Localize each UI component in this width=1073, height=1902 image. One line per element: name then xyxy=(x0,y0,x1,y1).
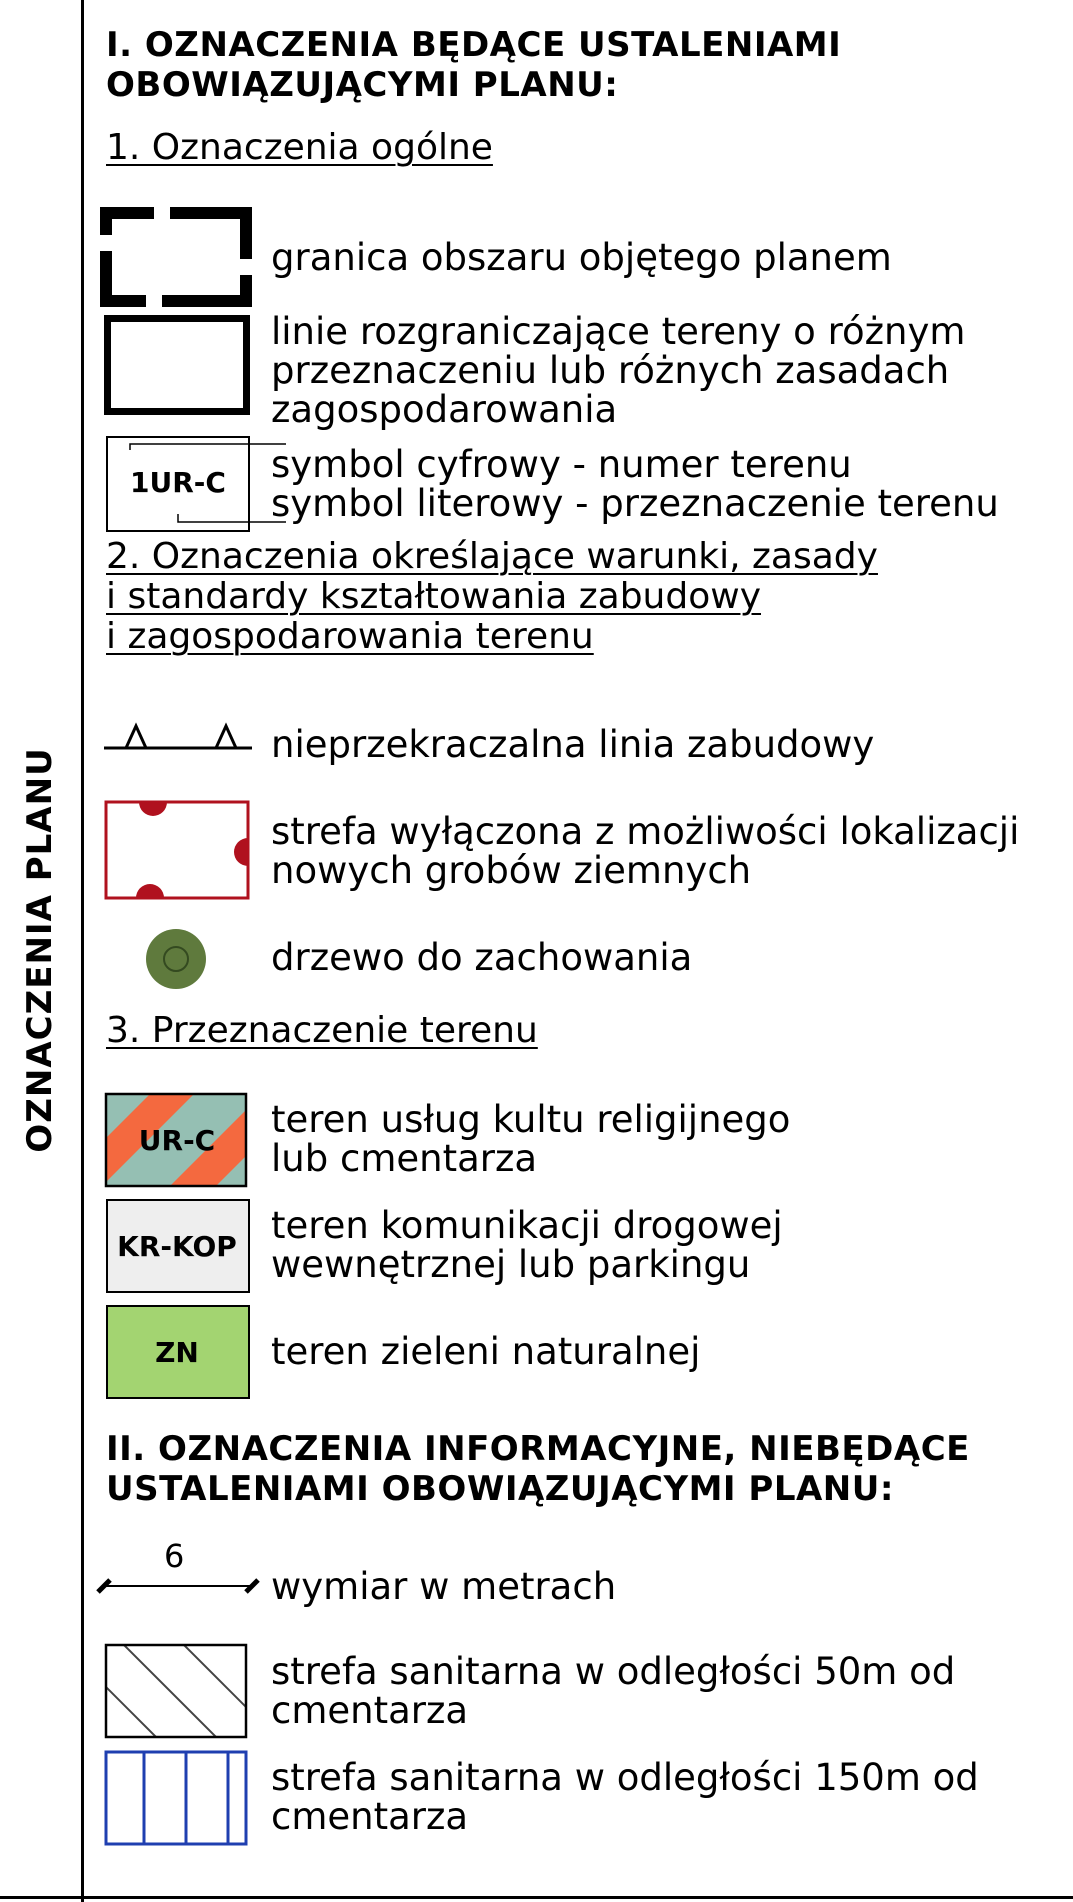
group2-title-line2: i standardy kształtowania zabudowy xyxy=(106,576,761,617)
dimension-value: 6 xyxy=(164,1537,185,1575)
dimension-label: wymiar w metrach xyxy=(271,1565,617,1608)
demarcation-label-line1: linie rozgraniczające tereny o różnym xyxy=(271,310,966,353)
grave-exclusion-label-line1: strefa wyłączona z możliwości lokalizacji xyxy=(271,810,1020,853)
digit-symbol-label: symbol cyfrowy - numer terenu xyxy=(271,443,852,486)
grave-exclusion-zone-symbol xyxy=(104,800,254,900)
side-title: OZNACZENIA PLANU xyxy=(20,747,60,1153)
tree-icon xyxy=(144,927,208,991)
section2-heading-line1: II. OZNACZENIA INFORMACYJNE, NIEBĘDĄCE xyxy=(106,1429,970,1469)
road-parking-label-line1: teren komunikacji drogowej xyxy=(271,1204,783,1247)
sanitary-zone-150m-swatch xyxy=(104,1750,250,1846)
building-line-label: nieprzekraczalna linia zabudowy xyxy=(271,723,875,766)
area-symbol-code: 1UR-C xyxy=(130,466,226,499)
tree-label: drzewo do zachowania xyxy=(271,936,693,979)
religious-cemetery-code: UR-C xyxy=(138,1124,216,1157)
sanitary-50m-label-line2: cmentarza xyxy=(271,1689,469,1732)
plan-boundary-label: granica obszaru objętego planem xyxy=(271,236,892,279)
group1-title: 1. Oznaczenia ogólne xyxy=(106,127,493,168)
section1-heading-line1: I. OZNACZENIA BĘDĄCE USTALENIAMI xyxy=(106,25,842,65)
sanitary-50m-label-line1: strefa sanitarna w odległości 50m od xyxy=(271,1650,956,1693)
demarcation-label-line2: przeznaczeniu lub różnych zasadach xyxy=(271,349,950,392)
demarcation-line-symbol xyxy=(104,315,250,415)
religious-cemetery-label-line2: lub cmentarza xyxy=(271,1137,538,1180)
natural-green-code: ZN xyxy=(155,1336,199,1369)
road-parking-label-line2: wewnętrznej lub parkingu xyxy=(271,1243,751,1286)
building-line-symbol xyxy=(104,718,252,754)
sanitary-zone-50m-swatch xyxy=(104,1643,250,1739)
religious-cemetery-label-line1: teren usług kultu religijnego xyxy=(271,1098,791,1141)
letter-symbol-label: symbol literowy - przeznaczenie terenu xyxy=(271,482,999,525)
bottom-border xyxy=(0,1896,1073,1899)
section1-heading-line2: OBOWIĄZUJĄCYMI PLANU: xyxy=(106,65,619,105)
sanitary-150m-label-line2: cmentarza xyxy=(271,1795,469,1838)
road-parking-code: KR-KOP xyxy=(117,1230,237,1263)
group3-title: 3. Przeznaczenie terenu xyxy=(106,1010,538,1051)
group2-title-line1: 2. Oznaczenia określające warunki, zasady xyxy=(106,536,878,577)
natural-green-label: teren zieleni naturalnej xyxy=(271,1330,701,1373)
group2-title-line3: i zagospodarowania terenu xyxy=(106,616,594,657)
sanitary-150m-label-line1: strefa sanitarna w odległości 150m od xyxy=(271,1756,979,1799)
section2-heading-line2: USTALENIAMI OBOWIĄZUJĄCYMI PLANU: xyxy=(106,1469,894,1509)
grave-exclusion-label-line2: nowych grobów ziemnych xyxy=(271,849,752,892)
plan-boundary-symbol xyxy=(100,205,256,309)
demarcation-label-line3: zagospodarowania xyxy=(271,388,618,431)
